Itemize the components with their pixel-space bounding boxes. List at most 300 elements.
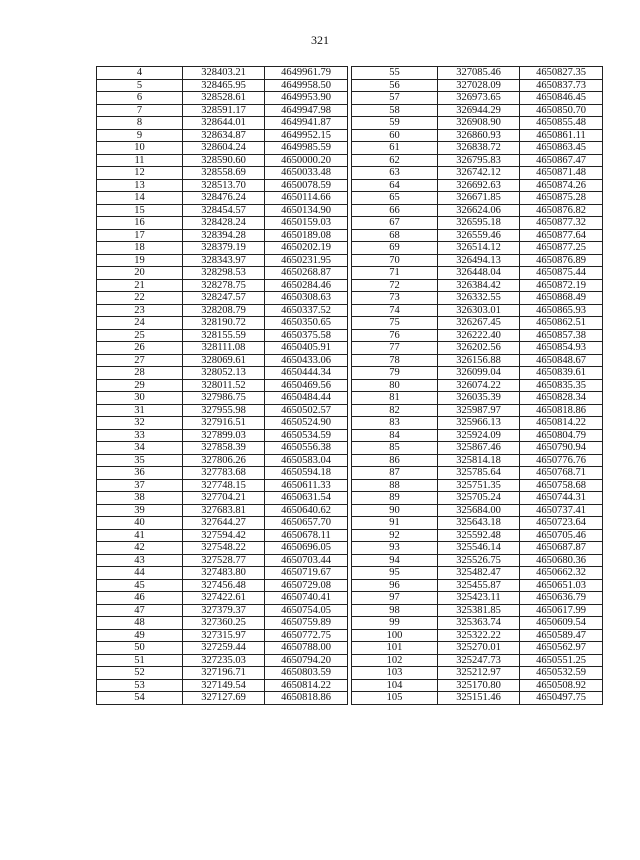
x-coordinate-cell: 328644.01	[183, 117, 265, 130]
table-row	[352, 379, 603, 392]
x-coordinate-cell: 326222.40	[438, 329, 520, 342]
x-coordinate-cell: 327748.15	[183, 479, 265, 492]
table-row	[352, 404, 603, 417]
x-coordinate-cell: 327858.39	[183, 442, 265, 455]
x-coordinate-cell: 327704.21	[183, 492, 265, 505]
x-coordinate-cell: 327360.25	[183, 617, 265, 630]
x-coordinate-cell: 328528.61	[183, 92, 265, 105]
point-number-cell: 15	[97, 204, 183, 217]
x-coordinate-cell: 327783.68	[183, 467, 265, 480]
x-coordinate-cell: 325751.35	[438, 479, 520, 492]
table-row	[352, 679, 603, 692]
x-coordinate-cell: 325170.80	[438, 679, 520, 692]
table-row	[97, 642, 348, 655]
y-coordinate-cell: 4650609.54	[520, 617, 603, 630]
y-coordinate-cell: 4650636.79	[520, 592, 603, 605]
table-row	[352, 517, 603, 530]
point-number-cell: 94	[352, 554, 438, 567]
y-coordinate-cell: 4650818.86	[520, 404, 603, 417]
table-row	[97, 342, 348, 355]
x-coordinate-cell: 328454.57	[183, 204, 265, 217]
point-number-cell: 67	[352, 217, 438, 230]
table-row	[97, 292, 348, 305]
y-coordinate-cell: 4650583.04	[265, 454, 348, 467]
table-row	[97, 329, 348, 342]
table-row	[97, 204, 348, 217]
point-number-cell: 17	[97, 229, 183, 242]
point-number-cell: 49	[97, 629, 183, 642]
page-number: 321	[311, 33, 329, 47]
point-number-cell: 82	[352, 404, 438, 417]
table-row	[97, 579, 348, 592]
y-coordinate-cell: 4650469.56	[265, 379, 348, 392]
point-number-cell: 47	[97, 604, 183, 617]
table-row	[97, 92, 348, 105]
table-row	[97, 654, 348, 667]
table-row	[352, 217, 603, 230]
x-coordinate-cell: 325814.18	[438, 454, 520, 467]
point-number-cell: 33	[97, 429, 183, 442]
table-row	[97, 604, 348, 617]
y-coordinate-cell: 4650729.08	[265, 579, 348, 592]
table-row	[352, 142, 603, 155]
table-row	[352, 342, 603, 355]
y-coordinate-cell: 4650308.63	[265, 292, 348, 305]
table-row	[352, 79, 603, 92]
table-row	[97, 592, 348, 605]
x-coordinate-cell: 328634.87	[183, 129, 265, 142]
table-row	[352, 104, 603, 117]
point-number-cell: 13	[97, 179, 183, 192]
table-row	[352, 479, 603, 492]
table-row	[352, 492, 603, 505]
point-number-cell: 32	[97, 417, 183, 430]
point-number-cell: 38	[97, 492, 183, 505]
table-row	[97, 192, 348, 205]
point-number-cell: 41	[97, 529, 183, 542]
point-number-cell: 16	[97, 217, 183, 230]
point-number-cell: 11	[97, 154, 183, 167]
x-coordinate-cell: 328476.24	[183, 192, 265, 205]
y-coordinate-cell: 4650737.41	[520, 504, 603, 517]
table-row	[352, 604, 603, 617]
x-coordinate-cell: 326795.83	[438, 154, 520, 167]
x-coordinate-cell: 328591.17	[183, 104, 265, 117]
table-row	[352, 354, 603, 367]
table-row	[97, 567, 348, 580]
x-coordinate-cell: 326838.72	[438, 142, 520, 155]
table-row	[97, 317, 348, 330]
table-row	[97, 142, 348, 155]
x-coordinate-cell: 327899.03	[183, 429, 265, 442]
y-coordinate-cell: 4650444.34	[265, 367, 348, 380]
y-coordinate-cell: 4650687.87	[520, 542, 603, 555]
table-row	[352, 542, 603, 555]
x-coordinate-cell: 325455.87	[438, 579, 520, 592]
point-number-cell: 8	[97, 117, 183, 130]
y-coordinate-cell: 4650337.52	[265, 304, 348, 317]
point-number-cell: 57	[352, 92, 438, 105]
point-number-cell: 97	[352, 592, 438, 605]
point-number-cell: 77	[352, 342, 438, 355]
y-coordinate-cell: 4650631.54	[265, 492, 348, 505]
table-row	[97, 117, 348, 130]
table-row	[97, 392, 348, 405]
table-row	[97, 229, 348, 242]
table-row	[352, 367, 603, 380]
point-number-cell: 59	[352, 117, 438, 130]
table-row	[97, 304, 348, 317]
table-row	[97, 404, 348, 417]
table-row	[352, 667, 603, 680]
point-number-cell: 20	[97, 267, 183, 280]
y-coordinate-cell: 4650876.89	[520, 254, 603, 267]
y-coordinate-cell: 4650835.35	[520, 379, 603, 392]
point-number-cell: 64	[352, 179, 438, 192]
point-number-cell: 72	[352, 279, 438, 292]
x-coordinate-cell: 328465.95	[183, 79, 265, 92]
y-coordinate-cell: 4650502.57	[265, 404, 348, 417]
coordinates-table-right	[351, 66, 603, 705]
table-row	[97, 429, 348, 442]
y-coordinate-cell: 4650350.65	[265, 317, 348, 330]
table-row	[97, 254, 348, 267]
point-number-cell: 53	[97, 679, 183, 692]
table-row	[97, 279, 348, 292]
y-coordinate-cell: 4650551.25	[520, 654, 603, 667]
y-coordinate-cell: 4649953.90	[265, 92, 348, 105]
table-row	[97, 629, 348, 642]
point-number-cell: 90	[352, 504, 438, 517]
y-coordinate-cell: 4650433.06	[265, 354, 348, 367]
table-row	[352, 167, 603, 180]
x-coordinate-cell: 326035.39	[438, 392, 520, 405]
table-row	[352, 204, 603, 217]
point-number-cell: 95	[352, 567, 438, 580]
table-row	[352, 179, 603, 192]
x-coordinate-cell: 326303.01	[438, 304, 520, 317]
point-number-cell: 34	[97, 442, 183, 455]
coordinates-table-right-body	[352, 67, 603, 705]
y-coordinate-cell: 4650202.19	[265, 242, 348, 255]
y-coordinate-cell: 4650532.59	[520, 667, 603, 680]
x-coordinate-cell: 325381.85	[438, 604, 520, 617]
point-number-cell: 51	[97, 654, 183, 667]
y-coordinate-cell: 4650818.86	[265, 692, 348, 705]
x-coordinate-cell: 326742.12	[438, 167, 520, 180]
point-number-cell: 21	[97, 279, 183, 292]
y-coordinate-cell: 4650000.20	[265, 154, 348, 167]
table-row	[352, 392, 603, 405]
point-number-cell: 91	[352, 517, 438, 530]
table-row	[97, 442, 348, 455]
point-number-cell: 43	[97, 554, 183, 567]
y-coordinate-cell: 4649958.50	[265, 79, 348, 92]
table-row	[97, 129, 348, 142]
y-coordinate-cell: 4650114.66	[265, 192, 348, 205]
x-coordinate-cell: 325785.64	[438, 467, 520, 480]
point-number-cell: 39	[97, 504, 183, 517]
y-coordinate-cell: 4650703.44	[265, 554, 348, 567]
x-coordinate-cell: 328428.24	[183, 217, 265, 230]
y-coordinate-cell: 4650790.94	[520, 442, 603, 455]
table-row	[97, 679, 348, 692]
y-coordinate-cell: 4650828.34	[520, 392, 603, 405]
point-number-cell: 52	[97, 667, 183, 680]
point-number-cell: 28	[97, 367, 183, 380]
y-coordinate-cell: 4650803.59	[265, 667, 348, 680]
y-coordinate-cell: 4650719.67	[265, 567, 348, 580]
x-coordinate-cell: 325363.74	[438, 617, 520, 630]
x-coordinate-cell: 325270.01	[438, 642, 520, 655]
y-coordinate-cell: 4650827.35	[520, 67, 603, 80]
point-number-cell: 80	[352, 379, 438, 392]
table-row	[97, 479, 348, 492]
x-coordinate-cell: 325705.24	[438, 492, 520, 505]
table-row	[97, 504, 348, 517]
table-row	[352, 429, 603, 442]
x-coordinate-cell: 326944.29	[438, 104, 520, 117]
table-row	[97, 67, 348, 80]
y-coordinate-cell: 4650877.25	[520, 242, 603, 255]
y-coordinate-cell: 4650788.00	[265, 642, 348, 655]
x-coordinate-cell: 326860.93	[438, 129, 520, 142]
x-coordinate-cell: 326448.04	[438, 267, 520, 280]
x-coordinate-cell: 328590.60	[183, 154, 265, 167]
y-coordinate-cell: 4650556.38	[265, 442, 348, 455]
point-number-cell: 68	[352, 229, 438, 242]
point-number-cell: 65	[352, 192, 438, 205]
y-coordinate-cell: 4650662.32	[520, 567, 603, 580]
x-coordinate-cell: 328247.57	[183, 292, 265, 305]
x-coordinate-cell: 328011.52	[183, 379, 265, 392]
table-row	[352, 67, 603, 80]
point-number-cell: 27	[97, 354, 183, 367]
point-number-cell: 63	[352, 167, 438, 180]
table-row	[352, 242, 603, 255]
y-coordinate-cell: 4650405.91	[265, 342, 348, 355]
x-coordinate-cell: 328403.21	[183, 67, 265, 80]
y-coordinate-cell: 4650562.97	[520, 642, 603, 655]
x-coordinate-cell: 325684.00	[438, 504, 520, 517]
x-coordinate-cell: 327422.61	[183, 592, 265, 605]
y-coordinate-cell: 4650375.58	[265, 329, 348, 342]
x-coordinate-cell: 325643.18	[438, 517, 520, 530]
point-number-cell: 37	[97, 479, 183, 492]
table-row	[352, 567, 603, 580]
x-coordinate-cell: 328379.19	[183, 242, 265, 255]
point-number-cell: 58	[352, 104, 438, 117]
y-coordinate-cell: 4650794.20	[265, 654, 348, 667]
table-row	[352, 417, 603, 430]
table-row	[352, 654, 603, 667]
table-row	[352, 192, 603, 205]
x-coordinate-cell: 325526.75	[438, 554, 520, 567]
x-coordinate-cell: 325423.11	[438, 592, 520, 605]
x-coordinate-cell: 326671.85	[438, 192, 520, 205]
x-coordinate-cell: 327483.80	[183, 567, 265, 580]
table-row	[352, 117, 603, 130]
x-coordinate-cell: 327456.48	[183, 579, 265, 592]
point-number-cell: 19	[97, 254, 183, 267]
table-row	[97, 692, 348, 705]
x-coordinate-cell: 325867.46	[438, 442, 520, 455]
y-coordinate-cell: 4650617.99	[520, 604, 603, 617]
y-coordinate-cell: 4650814.22	[265, 679, 348, 692]
x-coordinate-cell: 328208.79	[183, 304, 265, 317]
x-coordinate-cell: 327315.97	[183, 629, 265, 642]
y-coordinate-cell: 4650284.46	[265, 279, 348, 292]
point-number-cell: 23	[97, 304, 183, 317]
table-row	[352, 554, 603, 567]
point-number-cell: 103	[352, 667, 438, 680]
point-number-cell: 78	[352, 354, 438, 367]
y-coordinate-cell: 4649985.59	[265, 142, 348, 155]
table-row	[352, 279, 603, 292]
x-coordinate-cell: 327916.51	[183, 417, 265, 430]
x-coordinate-cell: 327548.22	[183, 542, 265, 555]
table-row	[97, 529, 348, 542]
point-number-cell: 22	[97, 292, 183, 305]
y-coordinate-cell: 4650759.89	[265, 617, 348, 630]
point-number-cell: 70	[352, 254, 438, 267]
y-coordinate-cell: 4650875.44	[520, 267, 603, 280]
x-coordinate-cell: 327028.09	[438, 79, 520, 92]
point-number-cell: 87	[352, 467, 438, 480]
point-number-cell: 46	[97, 592, 183, 605]
table-row	[352, 692, 603, 705]
point-number-cell: 35	[97, 454, 183, 467]
point-number-cell: 71	[352, 267, 438, 280]
x-coordinate-cell: 328513.70	[183, 179, 265, 192]
x-coordinate-cell: 328190.72	[183, 317, 265, 330]
y-coordinate-cell: 4650680.36	[520, 554, 603, 567]
point-number-cell: 25	[97, 329, 183, 342]
x-coordinate-cell: 326908.90	[438, 117, 520, 130]
y-coordinate-cell: 4650640.62	[265, 504, 348, 517]
y-coordinate-cell: 4650508.92	[520, 679, 603, 692]
point-number-cell: 84	[352, 429, 438, 442]
table-row	[352, 529, 603, 542]
y-coordinate-cell: 4650678.11	[265, 529, 348, 542]
point-number-cell: 12	[97, 167, 183, 180]
point-number-cell: 14	[97, 192, 183, 205]
x-coordinate-cell: 325247.73	[438, 654, 520, 667]
point-number-cell: 99	[352, 617, 438, 630]
table-row	[352, 642, 603, 655]
y-coordinate-cell: 4650740.41	[265, 592, 348, 605]
x-coordinate-cell: 328343.97	[183, 254, 265, 267]
y-coordinate-cell: 4650839.61	[520, 367, 603, 380]
table-row	[352, 454, 603, 467]
point-number-cell: 62	[352, 154, 438, 167]
point-number-cell: 89	[352, 492, 438, 505]
x-coordinate-cell: 325592.48	[438, 529, 520, 542]
x-coordinate-cell: 327127.69	[183, 692, 265, 705]
table-row	[97, 104, 348, 117]
point-number-cell: 18	[97, 242, 183, 255]
y-coordinate-cell: 4650876.82	[520, 204, 603, 217]
x-coordinate-cell: 327806.26	[183, 454, 265, 467]
x-coordinate-cell: 326156.88	[438, 354, 520, 367]
point-number-cell: 50	[97, 642, 183, 655]
y-coordinate-cell: 4650874.26	[520, 179, 603, 192]
point-number-cell: 45	[97, 579, 183, 592]
x-coordinate-cell: 325987.97	[438, 404, 520, 417]
table-row	[97, 79, 348, 92]
x-coordinate-cell: 327235.03	[183, 654, 265, 667]
x-coordinate-cell: 328111.08	[183, 342, 265, 355]
x-coordinate-cell: 327644.27	[183, 517, 265, 530]
x-coordinate-cell: 328558.69	[183, 167, 265, 180]
y-coordinate-cell: 4650848.67	[520, 354, 603, 367]
table-row	[97, 467, 348, 480]
point-number-cell: 29	[97, 379, 183, 392]
coordinates-table-left	[96, 66, 348, 705]
x-coordinate-cell: 327955.98	[183, 404, 265, 417]
y-coordinate-cell: 4650754.05	[265, 604, 348, 617]
table-row	[97, 179, 348, 192]
table-row	[352, 442, 603, 455]
table-row	[97, 492, 348, 505]
x-coordinate-cell: 325151.46	[438, 692, 520, 705]
table-row	[352, 467, 603, 480]
y-coordinate-cell: 4650594.18	[265, 467, 348, 480]
point-number-cell: 26	[97, 342, 183, 355]
x-coordinate-cell: 327683.81	[183, 504, 265, 517]
y-coordinate-cell: 4650705.46	[520, 529, 603, 542]
x-coordinate-cell: 326384.42	[438, 279, 520, 292]
point-number-cell: 7	[97, 104, 183, 117]
table-row	[97, 354, 348, 367]
y-coordinate-cell: 4650159.03	[265, 217, 348, 230]
x-coordinate-cell: 327085.46	[438, 67, 520, 80]
table-row	[352, 292, 603, 305]
table-row	[97, 417, 348, 430]
table-row	[352, 304, 603, 317]
x-coordinate-cell: 328278.75	[183, 279, 265, 292]
coordinates-table-left-body	[97, 67, 348, 705]
x-coordinate-cell: 326099.04	[438, 367, 520, 380]
y-coordinate-cell: 4650814.22	[520, 417, 603, 430]
y-coordinate-cell: 4650524.90	[265, 417, 348, 430]
table-row	[97, 517, 348, 530]
point-number-cell: 9	[97, 129, 183, 142]
y-coordinate-cell: 4650865.93	[520, 304, 603, 317]
point-number-cell: 86	[352, 454, 438, 467]
y-coordinate-cell: 4650231.95	[265, 254, 348, 267]
y-coordinate-cell: 4650696.05	[265, 542, 348, 555]
y-coordinate-cell: 4650846.45	[520, 92, 603, 105]
table-row	[352, 617, 603, 630]
x-coordinate-cell: 327149.54	[183, 679, 265, 692]
point-number-cell: 48	[97, 617, 183, 630]
y-coordinate-cell: 4650855.48	[520, 117, 603, 130]
table-row	[352, 154, 603, 167]
x-coordinate-cell: 325322.22	[438, 629, 520, 642]
point-number-cell: 42	[97, 542, 183, 555]
point-number-cell: 56	[352, 79, 438, 92]
table-row	[352, 579, 603, 592]
table-row	[352, 267, 603, 280]
point-number-cell: 69	[352, 242, 438, 255]
y-coordinate-cell: 4650804.79	[520, 429, 603, 442]
y-coordinate-cell: 4650768.71	[520, 467, 603, 480]
y-coordinate-cell: 4650854.93	[520, 342, 603, 355]
point-number-cell: 92	[352, 529, 438, 542]
table-row	[97, 379, 348, 392]
table-row	[352, 329, 603, 342]
